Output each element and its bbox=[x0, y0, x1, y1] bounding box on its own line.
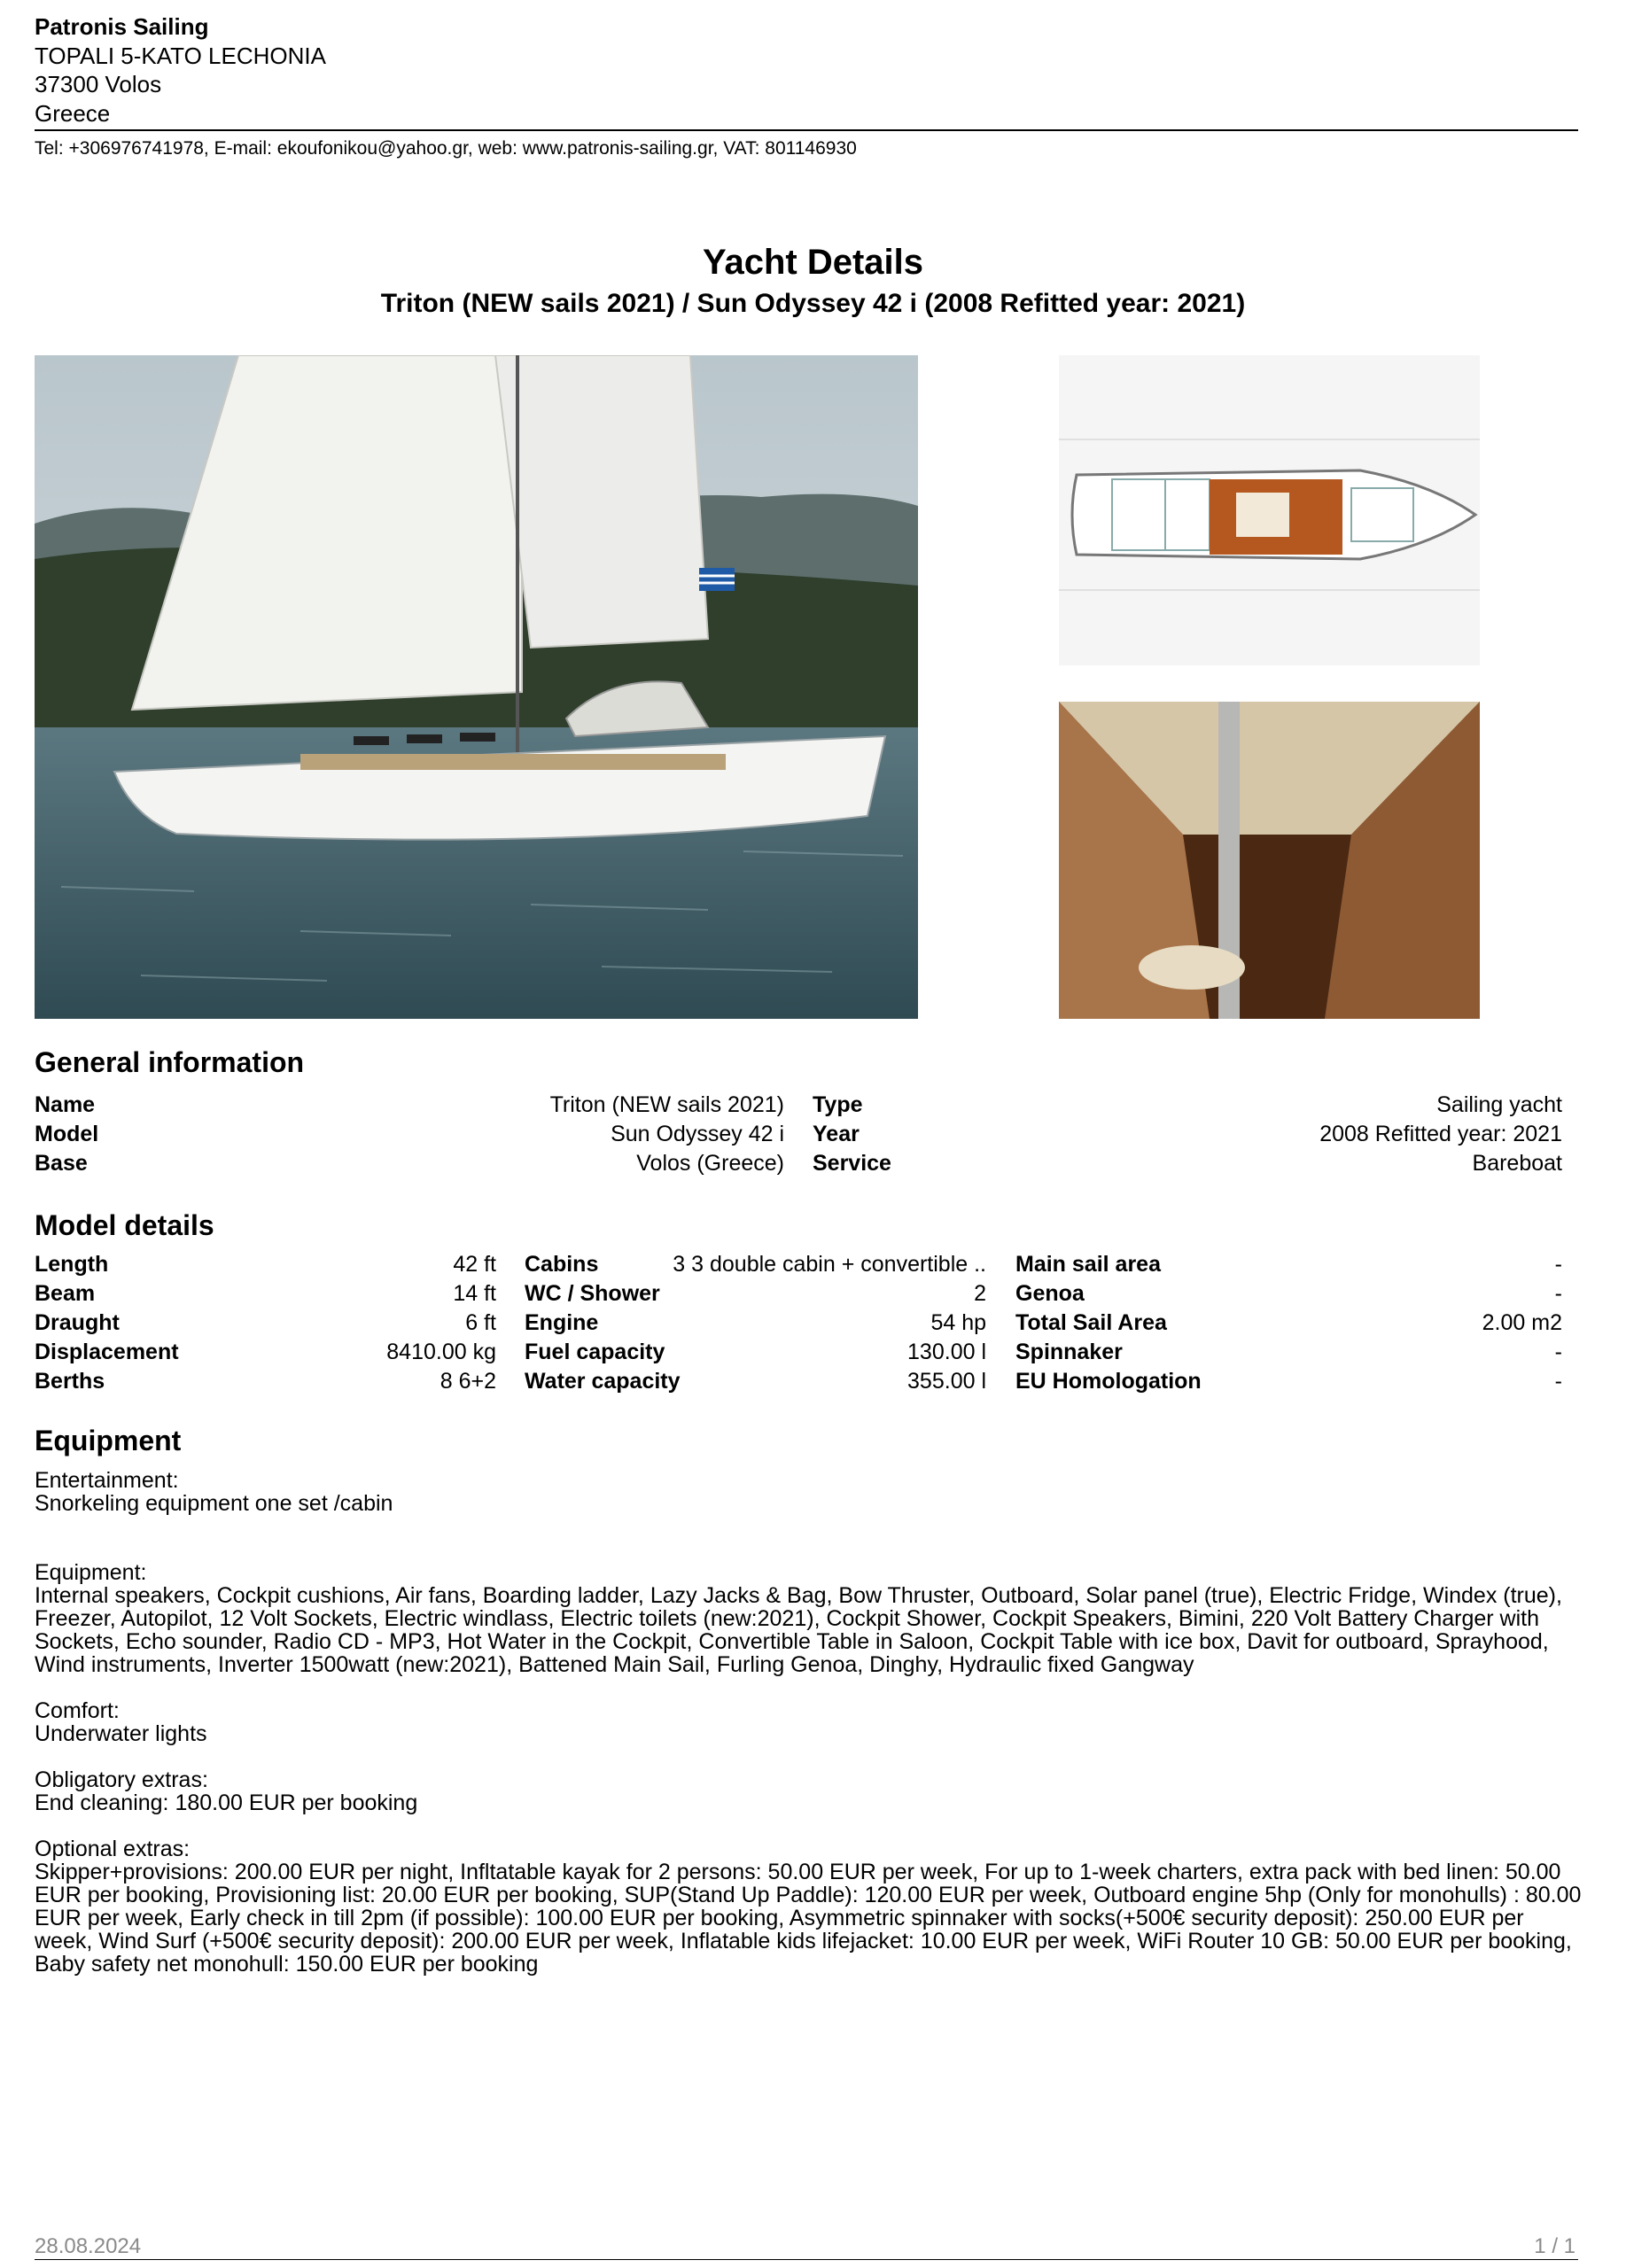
equipment-group-equipment bbox=[35, 1561, 1585, 1676]
model-row-draught bbox=[35, 1309, 496, 1337]
model-value: - bbox=[1554, 1369, 1562, 1394]
model-value: 8410.00 kg bbox=[386, 1340, 496, 1364]
equipment-group-text: End cleaning: 180.00 EUR per booking bbox=[35, 1790, 418, 1815]
equipment-group-title: Comfort: bbox=[35, 1698, 120, 1723]
interior-photo-graphic bbox=[1059, 702, 1480, 1019]
model-row-beam bbox=[35, 1279, 496, 1308]
yacht-layout-plan bbox=[1059, 355, 1480, 665]
model-label: WC / Shower bbox=[525, 1281, 660, 1306]
model-label: Cabins bbox=[525, 1252, 599, 1277]
general-value: Sailing yacht bbox=[1436, 1092, 1562, 1117]
equipment-heading: Equipment bbox=[35, 1425, 182, 1456]
equipment-group-title: Optional extras: bbox=[35, 1837, 191, 1861]
model-row-total-sail bbox=[1015, 1309, 1562, 1337]
model-label: Water capacity bbox=[525, 1369, 681, 1394]
model-label: Genoa bbox=[1015, 1281, 1085, 1306]
model-value: 8 6+2 bbox=[440, 1369, 496, 1394]
general-label: Name bbox=[35, 1092, 96, 1117]
model-row-berths bbox=[35, 1367, 496, 1395]
model-value: - bbox=[1554, 1281, 1562, 1306]
equipment-group-entertainment bbox=[35, 1469, 1585, 1515]
model-row-spinnaker bbox=[1015, 1338, 1562, 1366]
model-label: Displacement bbox=[35, 1340, 179, 1364]
general-label: Base bbox=[35, 1151, 88, 1176]
company-header bbox=[35, 12, 326, 128]
model-value: 130.00 l bbox=[907, 1340, 986, 1364]
general-label: Model bbox=[35, 1122, 99, 1146]
model-label: Engine bbox=[525, 1310, 599, 1335]
company-address-line2: 37300 Volos bbox=[35, 71, 162, 97]
footer-page-number: 1 / 1 bbox=[1534, 2234, 1575, 2258]
equipment-group-optional-extras bbox=[35, 1837, 1585, 1976]
company-name: Patronis Sailing bbox=[35, 13, 209, 40]
general-row-year bbox=[813, 1120, 1562, 1148]
model-value: 2.00 m2 bbox=[1482, 1310, 1562, 1335]
model-value: 54 hp bbox=[930, 1310, 986, 1335]
footer-date: 28.08.2024 bbox=[35, 2234, 142, 2258]
equipment-group-text: Underwater lights bbox=[35, 1721, 207, 1746]
equipment-group-text: Skipper+provisions: 200.00 EUR per night, Infltatable kayak for 2 persons: 50.00 EUR per week, For up to 1-week charters, extra pack with bed linen: 50.00 EUR per booking, Provisioning list: 20.00 EUR per booking, SUP(Stand Up Paddle): 120.00 EUR per week, Outboard engine 5hp (Only for monohulls) : 80.00 EUR per week, Early check in till 2pm (if possible): 100.00 EUR per booking, Asymmetric spinnaker with socks(+500€ security deposit): 250.00 EUR per week, Wind Surf (+500€ security deposit): 200.00 EUR per week, Inflatable kids lifejacket: 10.00 EUR per week, WiFi Router 10 GB: 50.00 EUR per booking, Baby safety net monohull: 150.00 EUR per booking bbox=[35, 1860, 1582, 1977]
model-label: Length bbox=[35, 1252, 109, 1277]
footer-divider bbox=[35, 2259, 1578, 2260]
equipment-group-title: Equipment: bbox=[35, 1560, 147, 1585]
model-row-fuel bbox=[525, 1338, 986, 1366]
model-row-main-sail bbox=[1015, 1250, 1562, 1278]
equipment-group-text: Snorkeling equipment one set /cabin bbox=[35, 1491, 393, 1516]
general-row-name bbox=[35, 1091, 784, 1119]
company-country: Greece bbox=[35, 99, 111, 127]
general-label: Year bbox=[813, 1122, 860, 1146]
model-value: - bbox=[1554, 1340, 1562, 1364]
yacht-interior-photo bbox=[1059, 702, 1480, 1019]
layout-plan-graphic bbox=[1059, 355, 1480, 665]
model-value: - bbox=[1554, 1252, 1562, 1277]
equipment-group-text: Internal speakers, Cockpit cushions, Air fans, Boarding ladder, Lazy Jacks & Bag, Bow Thruster, Outboard, Solar panel (true), Electric Fridge, Windex (true), Freezer, Autopilot, 12 Volt Sockets, Electric windlass, Electric toilets (new:2021), Cockpit Shower, Cockpit Speakers, Bimini, 220 Volt Battery Charger with Sockets, Echo sounder, Radio CD - MP3, Hot Water in the Cockpit, Convertible Table in Saloon, Cockpit Table with ice box, Davit for outboard, Sprayhood, Wind instruments, Inverter 1500watt (new:2021), Battened Main Sail, Furling Genoa, Dinghy, Hydraulic fixed Gangway bbox=[35, 1583, 1562, 1677]
equipment-group-comfort bbox=[35, 1699, 1585, 1745]
model-label: Total Sail Area bbox=[1015, 1310, 1167, 1335]
page-subtitle: Triton (NEW sails 2021) / Sun Odyssey 42 i (2008 Refitted year: 2021) bbox=[380, 289, 1246, 318]
general-value: Bareboat bbox=[1472, 1151, 1562, 1176]
page-title: Yacht Details bbox=[702, 243, 923, 282]
model-row-cabins bbox=[525, 1250, 986, 1278]
general-value: Volos (Greece) bbox=[636, 1151, 784, 1176]
yacht-photo-graphic bbox=[35, 355, 918, 1019]
model-value: 42 ft bbox=[453, 1252, 496, 1277]
general-row-model bbox=[35, 1120, 784, 1148]
model-label: Main sail area bbox=[1015, 1252, 1161, 1277]
model-details-heading: Model details bbox=[35, 1209, 214, 1241]
model-value: 355.00 l bbox=[907, 1369, 986, 1394]
model-label: Berths bbox=[35, 1369, 105, 1394]
model-label: Draught bbox=[35, 1310, 120, 1335]
model-row-genoa bbox=[1015, 1279, 1562, 1308]
model-row-water bbox=[525, 1367, 986, 1395]
company-address-line1: TOPALI 5-KATO LECHONIA bbox=[35, 42, 326, 69]
model-value: 2 bbox=[974, 1281, 986, 1306]
model-row-wc-shower bbox=[525, 1279, 986, 1308]
yacht-photo bbox=[35, 355, 918, 1019]
equipment-list bbox=[35, 1469, 1585, 1999]
equipment-group-title: Obligatory extras: bbox=[35, 1767, 208, 1792]
model-value: 14 ft bbox=[453, 1281, 496, 1306]
model-value: 3 3 double cabin + convertible .. bbox=[673, 1252, 986, 1277]
general-value: Sun Odyssey 42 i bbox=[611, 1122, 784, 1146]
general-label: Type bbox=[813, 1092, 863, 1117]
general-value: Triton (NEW sails 2021) bbox=[549, 1092, 784, 1117]
general-info-heading: General information bbox=[35, 1046, 305, 1078]
model-label: EU Homologation bbox=[1015, 1369, 1202, 1394]
model-value: 6 ft bbox=[465, 1310, 496, 1335]
model-row-eu-homologation bbox=[1015, 1367, 1562, 1395]
model-row-length bbox=[35, 1250, 496, 1278]
general-value: 2008 Refitted year: 2021 bbox=[1319, 1122, 1562, 1146]
equipment-group-obligatory-extras bbox=[35, 1768, 1585, 1814]
header-divider bbox=[35, 129, 1578, 131]
model-label: Beam bbox=[35, 1281, 96, 1306]
model-label: Spinnaker bbox=[1015, 1340, 1123, 1364]
model-label: Fuel capacity bbox=[525, 1340, 665, 1364]
model-row-displacement bbox=[35, 1338, 496, 1366]
general-row-service bbox=[813, 1149, 1562, 1177]
model-row-engine bbox=[525, 1309, 986, 1337]
company-contact: Tel: +306976741978, E-mail: ekoufonikou@yahoo.gr, web: www.patronis-sailing.gr, VAT: 801146930 bbox=[35, 138, 857, 159]
equipment-group-title: Entertainment: bbox=[35, 1468, 179, 1493]
general-row-type bbox=[813, 1091, 1562, 1119]
general-label: Service bbox=[813, 1151, 891, 1176]
general-row-base bbox=[35, 1149, 784, 1177]
